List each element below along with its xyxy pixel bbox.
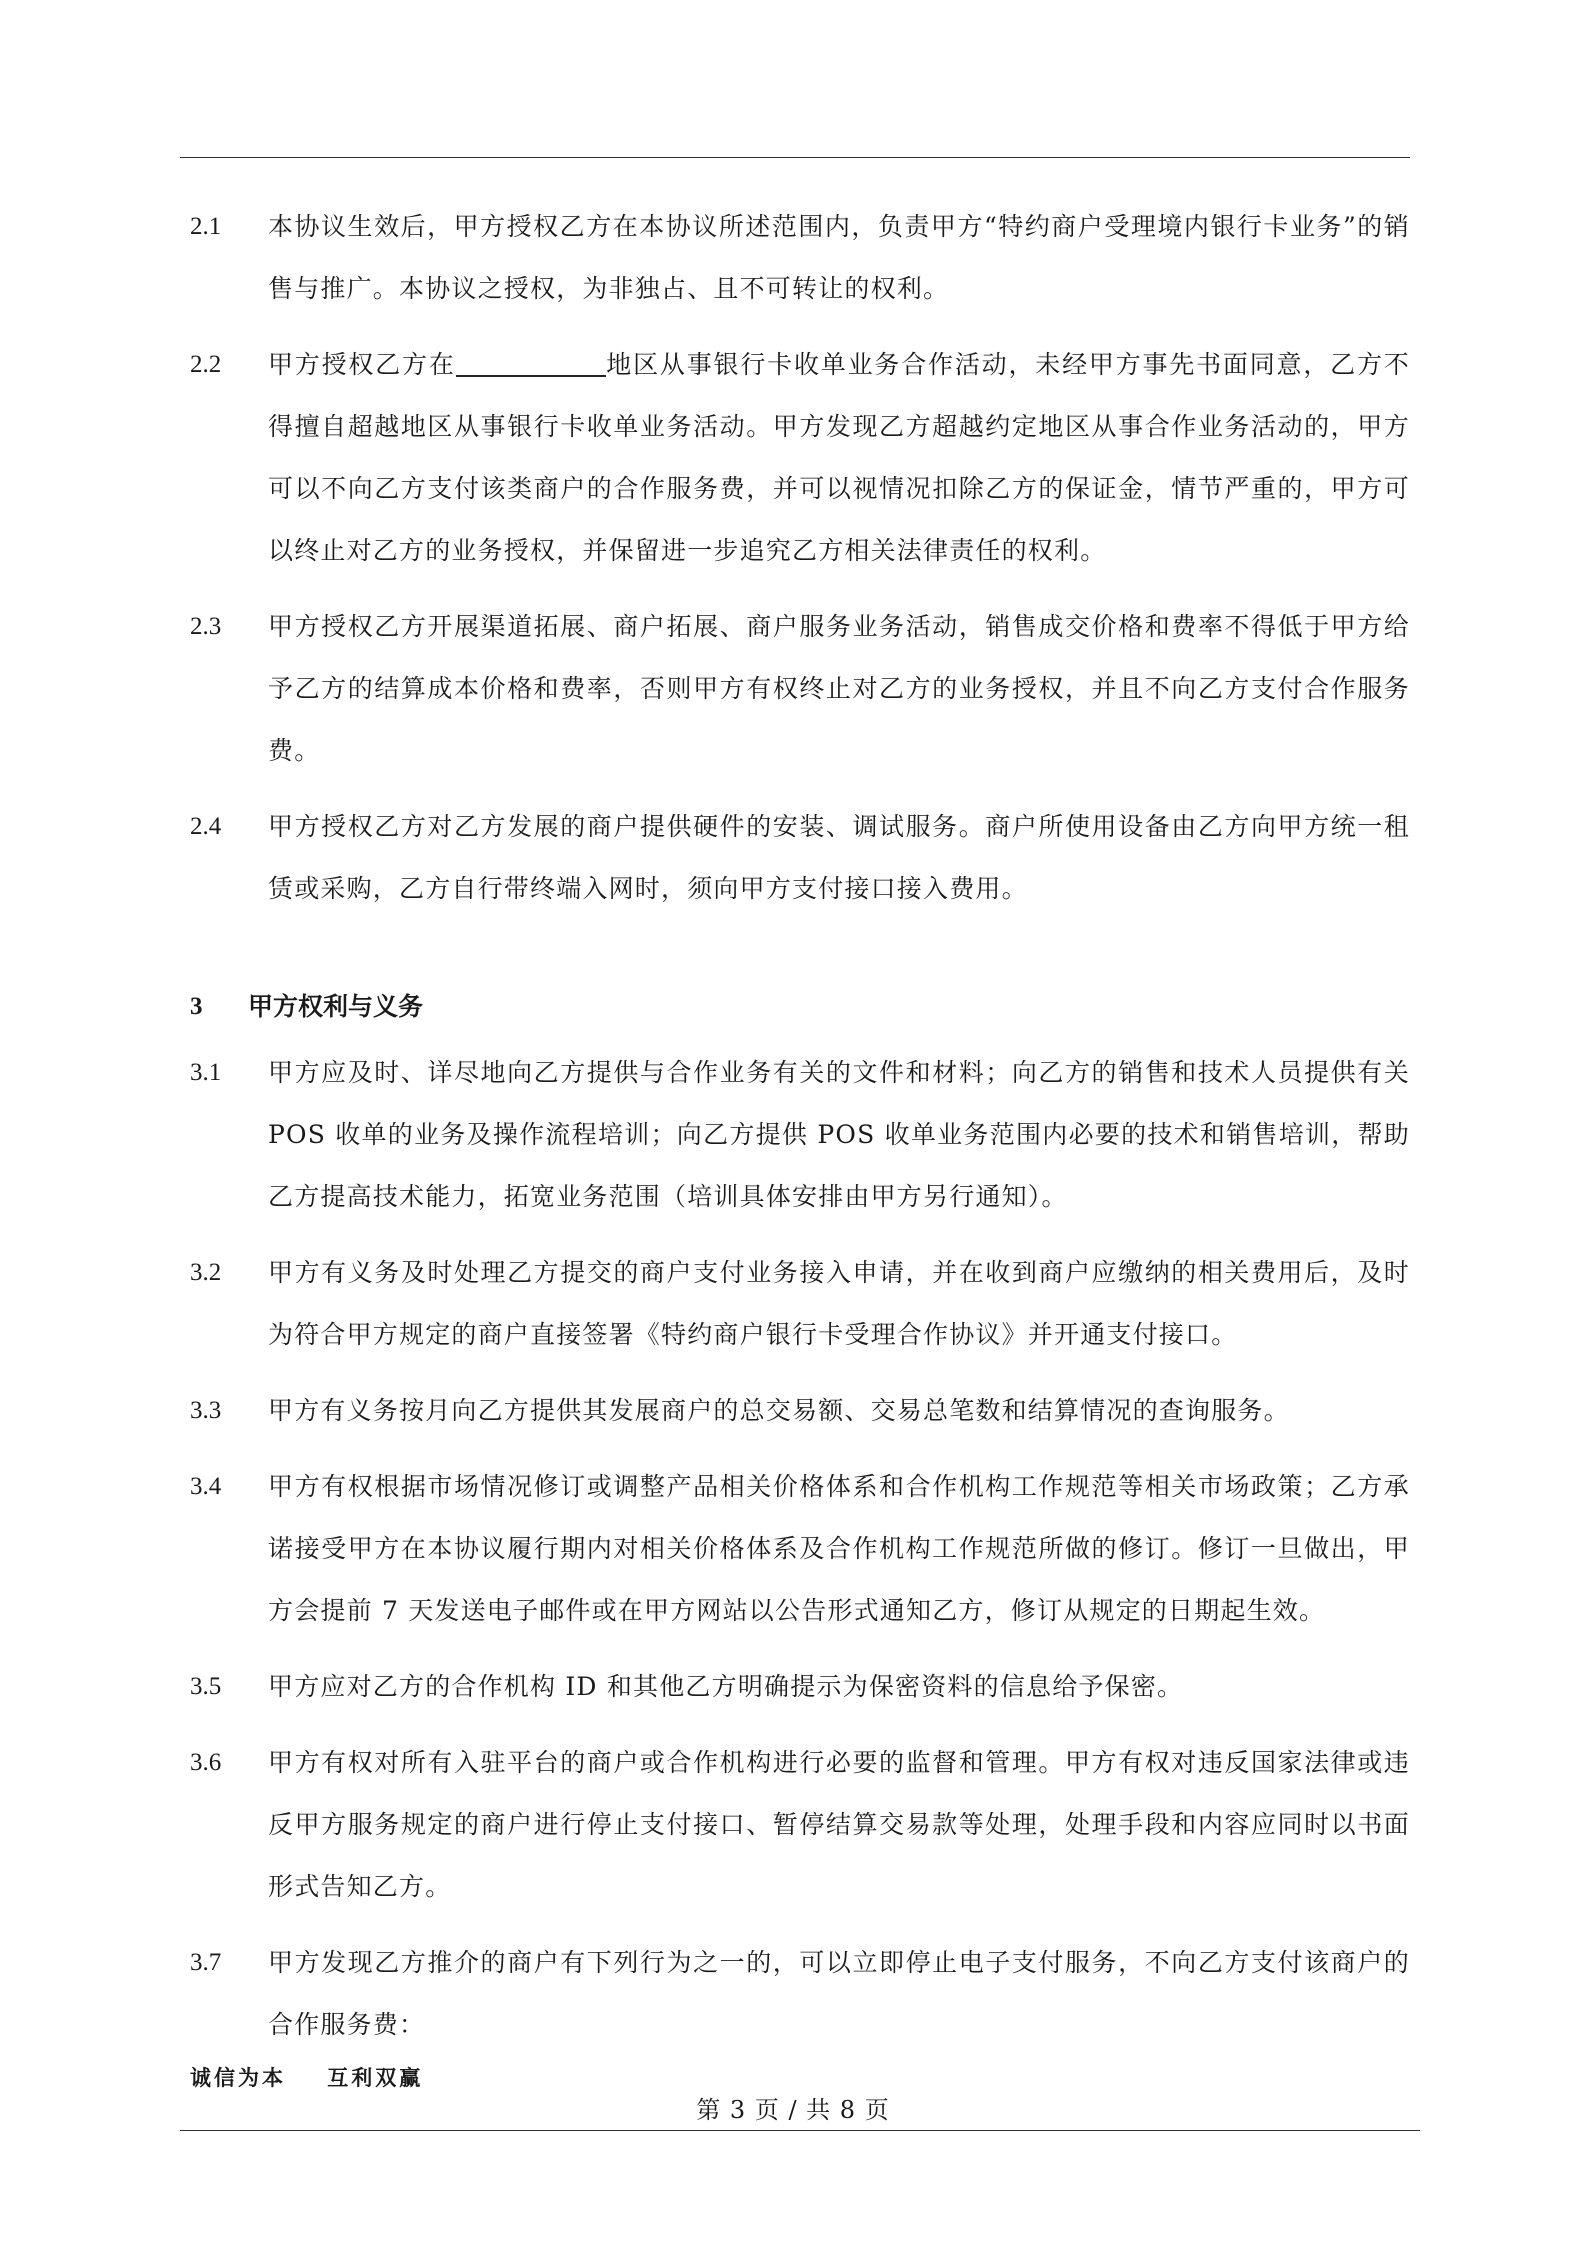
header-rule xyxy=(180,157,1410,158)
clause-text: 甲方有义务按月向乙方提供其发展商户的总交易额、交易总笔数和结算情况的查询服务。 xyxy=(268,1396,1290,1425)
clause-text-after-blank: 地区从事银行卡收单业务合作活动，未经甲方事先书面同意，乙方不得擅自超越地区从事银行卡收单业务活动。甲方发现乙方超越约定地区从事合作业务活动的，甲方可以不向乙方支付该类商户的合作服务费，并可以视情况扣除乙方的保证金，情节严重的，甲方可以终止对乙方的业务授权，并保留进一步追究乙方相关法律责任的权利。 xyxy=(268,350,1410,565)
clause-number: 3.1 xyxy=(190,1059,222,1086)
region-blank-field[interactable] xyxy=(456,349,606,377)
section-title: 甲方权利与义务 xyxy=(248,992,424,1021)
footer-rule xyxy=(180,2130,1420,2131)
clause-3-7 xyxy=(190,1932,1410,2056)
clause-3-6 xyxy=(190,1732,1410,1918)
clause-text xyxy=(268,334,1410,582)
clause-3-5 xyxy=(190,1656,1410,1718)
clause-text: 甲方应及时、详尽地向乙方提供与合作业务有关的文件和材料；向乙方的销售和技术人员提供有关 POS 收单的业务及操作流程培训；向乙方提供 POS 收单业务范围内必要的技术和销售培训，帮助乙方提高技术能力，拓宽业务范围（培训具体安排由甲方另行通知）。 xyxy=(268,1058,1410,1211)
section-number: 3 xyxy=(190,993,203,1020)
clause-text: 本协议生效后，甲方授权乙方在本协议所述范围内，负责甲方“特约商户受理境内银行卡业务”的销售与推广。本协议之授权，为非独占、且不可转让的权利。 xyxy=(268,212,1410,303)
document-body xyxy=(190,196,1410,2070)
clause-number: 2.1 xyxy=(190,213,222,240)
clause-number: 3.6 xyxy=(190,1749,222,1776)
footer-motto: 诚信为本 互利双赢 xyxy=(190,2065,424,2090)
page-number: 第 3 页 / 共 8 页 xyxy=(696,2096,890,2124)
clause-3-1 xyxy=(190,1042,1410,1228)
clause-text-before-blank: 甲方授权乙方在 xyxy=(268,350,456,379)
clause-2-3 xyxy=(190,596,1410,782)
clause-text: 甲方有义务及时处理乙方提交的商户支付业务接入申请，并在收到商户应缴纳的相关费用后，及时为符合甲方规定的商户直接签署《特约商户银行卡受理合作协议》并开通支付接口。 xyxy=(268,1258,1410,1349)
clause-text: 甲方授权乙方开展渠道拓展、商户拓展、商户服务业务活动，销售成交价格和费率不得低于甲方给予乙方的结算成本价格和费率，否则甲方有权终止对乙方的业务授权，并且不向乙方支付合作服务费。 xyxy=(268,612,1410,765)
clause-text: 甲方发现乙方推介的商户有下列行为之一的，可以立即停止电子支付服务，不向乙方支付该商户的合作服务费： xyxy=(268,1948,1410,2039)
clause-3-3 xyxy=(190,1380,1410,1442)
clause-text: 甲方应对乙方的合作机构 ID 和其他乙方明确提示为保密资料的信息给予保密。 xyxy=(268,1672,1184,1701)
clause-text: 甲方有权对所有入驻平台的商户或合作机构进行必要的监督和管理。甲方有权对违反国家法律或违反甲方服务规定的商户进行停止支付接口、暂停结算交易款等处理，处理手段和内容应同时以书面形式告知乙方。 xyxy=(268,1748,1410,1901)
clause-3-4 xyxy=(190,1456,1410,1642)
clause-2-2 xyxy=(190,334,1410,582)
clause-number: 3.2 xyxy=(190,1259,222,1286)
clause-number: 3.4 xyxy=(190,1473,222,1500)
clause-number: 3.3 xyxy=(190,1397,222,1424)
clause-number: 3.5 xyxy=(190,1673,222,1700)
clause-2-1 xyxy=(190,196,1410,320)
clause-text: 甲方授权乙方对乙方发展的商户提供硬件的安装、调试服务。商户所使用设备由乙方向甲方统一租赁或采购，乙方自行带终端入网时，须向甲方支付接口接入费用。 xyxy=(268,812,1410,903)
clause-3-2 xyxy=(190,1242,1410,1366)
clause-number: 2.2 xyxy=(190,351,222,378)
clause-2-4 xyxy=(190,796,1410,920)
clause-number: 3.7 xyxy=(190,1949,222,1976)
clause-number: 2.4 xyxy=(190,813,222,840)
clause-text: 甲方有权根据市场情况修订或调整产品相关价格体系和合作机构工作规范等相关市场政策；乙方承诺接受甲方在本协议履行期内对相关价格体系及合作机构工作规范所做的修订。修订一旦做出，甲方会提前 7 天发送电子邮件或在甲方网站以公告形式通知乙方，修订从规定的日期起生效。 xyxy=(268,1472,1410,1625)
clause-number: 2.3 xyxy=(190,613,222,640)
section-heading-3 xyxy=(190,982,1410,1032)
